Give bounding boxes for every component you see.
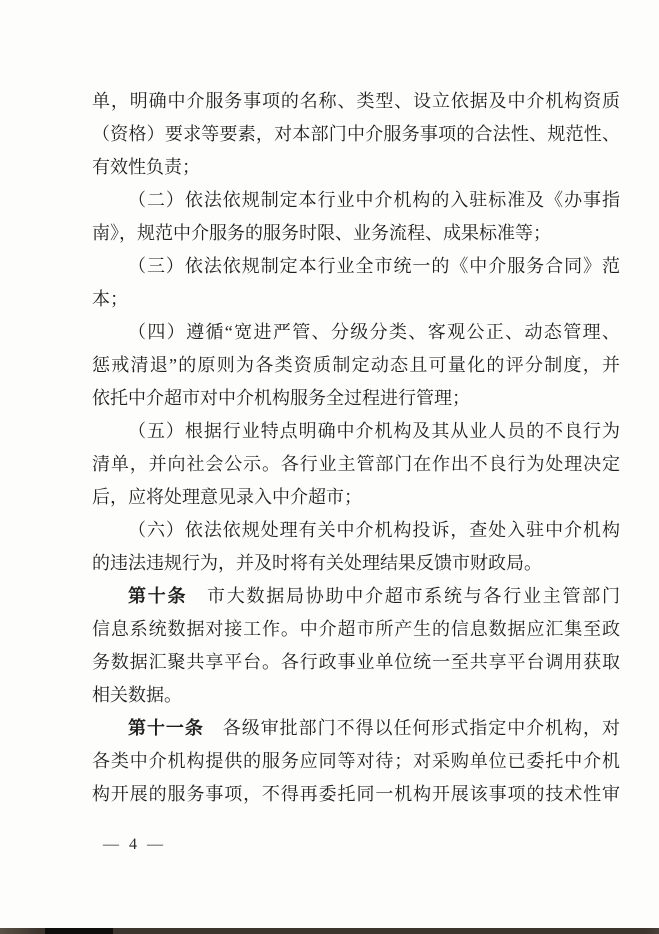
- text-line: 有效性负责；: [92, 157, 200, 177]
- text-line: （二）依法依规制定本行业中介机构的入驻标准及《办事指: [128, 190, 620, 210]
- text-line: 信息系统数据对接工作。中介超市所产生的信息数据应汇集至政: [92, 619, 620, 639]
- text-line: 各类中介机构提供的服务应同等对待；对采购单位已委托中介机: [92, 751, 620, 771]
- document-body: [92, 85, 620, 811]
- text-line: 清单，并向社会公示。各行业主管部门在作出不良行为处理决定: [92, 454, 620, 474]
- article-number: 第十一条: [128, 718, 204, 738]
- article-text: 市大数据局协助中介超市系统与各行业主管部门: [187, 586, 620, 606]
- text-line: 的违法违规行为，并及时将有关处理结果反馈市财政局。: [92, 553, 542, 573]
- text-line: 务数据汇聚共享平台。各行政事业单位统一至共享平台调用获取: [92, 652, 620, 672]
- text-line: [92, 712, 620, 745]
- text-line: （三）依法依规制定本行业全市统一的《中介服务合同》范: [128, 256, 620, 276]
- article-number: 第十条: [128, 586, 188, 606]
- text-line: 南》，规范中介服务的服务时限、业务流程、成果标准等；: [92, 223, 551, 243]
- text-line: （资格）要求等要素，对本部门中介服务事项的合法性、规范性、: [92, 124, 620, 144]
- text-line: 本；: [92, 289, 128, 309]
- text-line: （五）根据行业特点明确中介机构及其从业人员的不良行为: [128, 421, 620, 441]
- text-line: （六）依法依规处理有关中介机构投诉，查处入驻中介机构: [128, 520, 620, 540]
- page-number: — 4 —: [103, 836, 166, 853]
- text-line: 构开展的服务事项，不得再委托同一机构开展该事项的技术性审: [92, 784, 620, 804]
- text-line: 单，明确中介服务事项的名称、类型、设立依据及中介机构资质: [92, 91, 620, 111]
- text-line: （四）遵循“宽进严管、分级分类、客观公正、动态管理、: [128, 322, 620, 342]
- text-line: 依托中介超市对中介机构服务全过程进行管理；: [92, 388, 470, 408]
- text-line: [92, 580, 620, 613]
- text-line: 相关数据。: [92, 685, 182, 705]
- scan-edge-dark-segment: [45, 928, 113, 934]
- article-text: 各级审批部门不得以任何形式指定中介机构，对: [203, 718, 621, 738]
- text-line: 惩戒清退”的原则为各类资质制定动态且可量化的评分制度，并: [92, 355, 620, 375]
- text-line: 后，应将处理意见录入中介超市；: [92, 487, 362, 507]
